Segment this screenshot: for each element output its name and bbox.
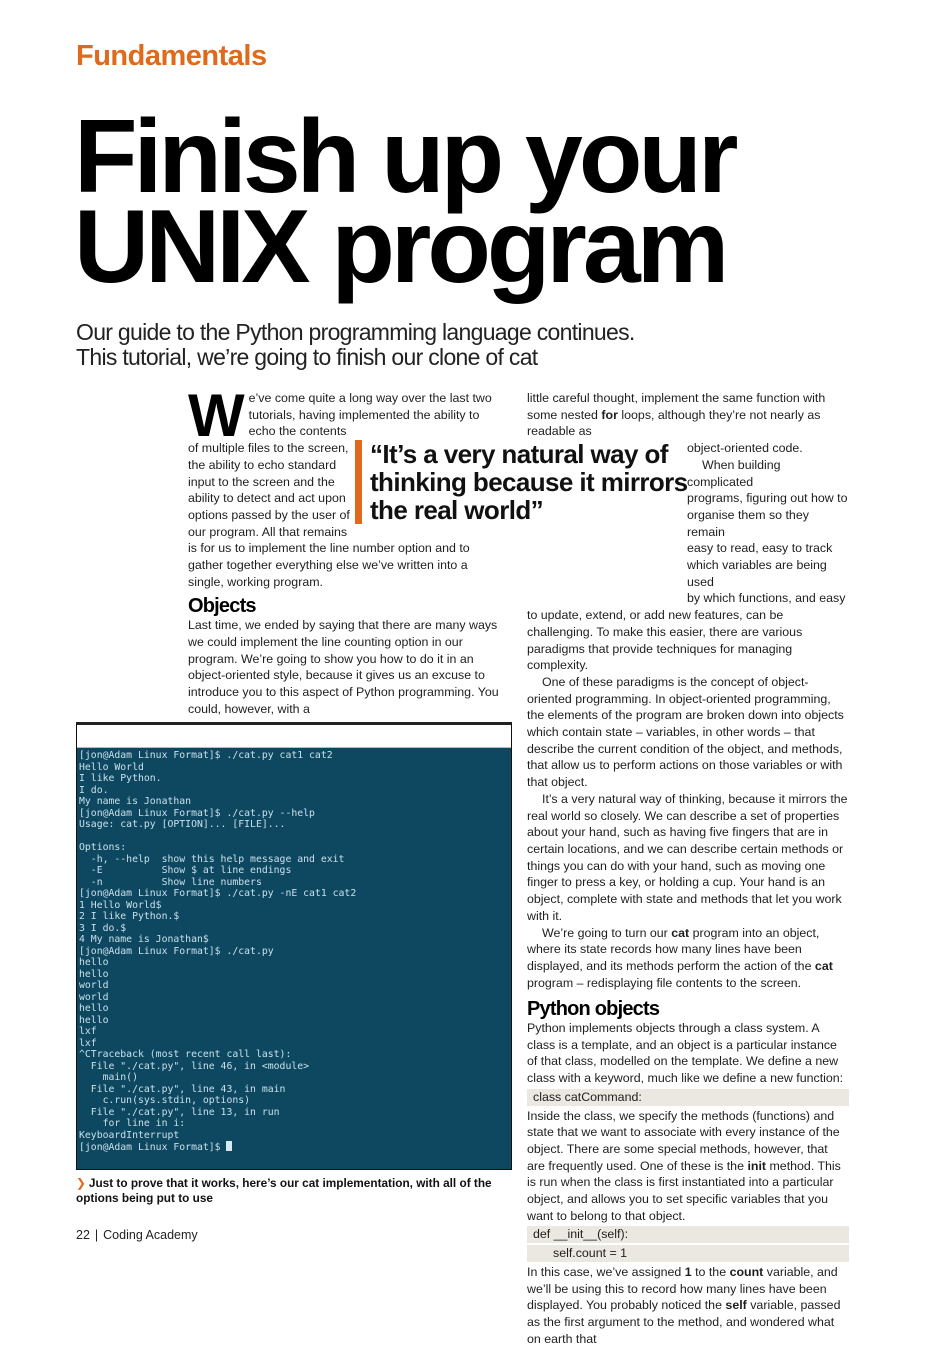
text-run: implementation, with all of the options being put to use (76, 1176, 492, 1205)
intro-line: input to the screen and the (188, 474, 335, 489)
intro-line: single, working program. (188, 574, 323, 589)
code-term: init (747, 1158, 767, 1173)
publication-name: Coding Academy (103, 1228, 198, 1242)
intro-line: options passed by the user of (188, 507, 350, 522)
paradigm-paragraph: to update, extend, or add new features, can be challenging. To make this easier, there are various paradigms that provide techniques for managing complexity. (527, 608, 803, 673)
wrap-line: When building complicated (687, 457, 781, 489)
text-run: loops, although they’re not nearly as readable as (527, 407, 821, 439)
right-column (527, 390, 849, 1347)
page-footer (76, 1228, 198, 1242)
quote-wrap-lines (687, 440, 849, 607)
right-intro-paragraph (527, 390, 849, 440)
text-run: Inside the class, we specify the methods (functions) and state that we want to associate with every instance of the object. There are some special methods, however, that are frequently used. One of these is the (527, 1108, 840, 1173)
title-line-1: Finish up your (74, 99, 735, 215)
section-label: Fundamentals (76, 40, 267, 72)
caption-arrow-icon: ❯ (76, 1176, 86, 1190)
intro-line: the ability to echo standard (188, 457, 337, 472)
code-line-class: class catCommand: (527, 1089, 849, 1106)
text-run: program – redisplaying file contents to the screen. (527, 975, 802, 990)
text-run: method. This is run when the class is first instantiated into a particular object, and allows you to set specific variables that you want to belong to that object. (527, 1158, 841, 1223)
wrap-line: by which functions, and easy (687, 591, 846, 606)
intro-line: e’ve come quite a long way over the last two (248, 391, 492, 405)
text-run: We’re going to turn our (542, 925, 668, 940)
code-term: cat (671, 925, 690, 940)
cursor-block (226, 1141, 232, 1151)
code-line-assign: self.count = 1 (527, 1245, 849, 1262)
text-run: Just to prove that it works, here’s our (88, 1176, 299, 1190)
code-term: cat (814, 958, 833, 973)
intro-line: is for us to implement the line number option and to (188, 541, 470, 556)
wrap-line: which variables are being used (687, 558, 827, 589)
text-run: little careful thought, implement the same function with some nested (527, 391, 826, 422)
article-standfirst (76, 320, 635, 370)
terminal-screenshot (76, 722, 512, 1170)
terminal-text: [jon@Adam Linux Format]$ ./cat.py cat1 cat2 Hello World I like Python. I do. My name is Jonathan [jon@Adam Linux Format]$ ./cat.py --help Usage: cat.py [OPTION]... [FILE]... Options: -h, --help show this help message and exit -E Show $ at line endings -n Show line numbers [jon@Adam Linux Format]$ ./cat.py -nE cat1 cat2 1 Hello World$ 2 I like Python.$ 3 I do.$ 4 My name is Jonathan$ [jon@Adam Linux Format]$ ./cat.py hello hello world world hello hello lxf lxf ^CTraceback (most recent call last): File "./cat.py", line 46, in <module> main() File "./cat.py", line 43, in main c.run(sys.stdin, options) File "./cat.py", line 13, in run for line in i: KeyboardInterrupt [jon@Adam Linux Format]$ (79, 750, 357, 1153)
intro-line: gather together everything else we’ve written into a (188, 558, 468, 573)
hand-paragraph: It’s a very natural way of thinking, because it mirrors the real world so closely. We can describe a set of properties about your hand, such as having five fingers that are in certain locations, and we can describe certain methods or things you can do with your hand, such as moving one finger to press a key, or holding a cup. Your hand is an object, complete with state and methods that let you work with it. (527, 791, 848, 923)
title-line-2: UNIX program (74, 189, 726, 305)
drop-cap: W (188, 382, 245, 449)
text-run: to the (695, 1264, 727, 1279)
init-paragraph (527, 1108, 849, 1225)
wrap-line: organise them so they remain (687, 507, 809, 539)
pull-quote: “It’s a very natural way of thinking because it mirrors the real world” (355, 440, 700, 524)
code-term: 1 (684, 1264, 692, 1279)
text-run: variable, passed as the first argument to the method, and wondered what on earth that (527, 1298, 841, 1346)
code-line-def: def __init__(self): (527, 1226, 849, 1243)
figure-caption (76, 1176, 496, 1206)
standfirst-line-1: Our guide to the Python programming language continues. (76, 319, 635, 345)
class-paragraph: Python implements objects through a class system. A class is a template, and an object is a particular instance of that class, modelled on the template. We define a new class with a keyword, much like we define a new function: (527, 1021, 844, 1086)
python-objects-heading: Python objects (527, 998, 660, 1021)
objects-heading: Objects (188, 595, 256, 618)
oop-paragraph: One of these paradigms is the concept of object-oriented programming. In object-oriented programming, the elements of the program are broken down into objects which contain state – variables, in other words – that describe the current condition of the object, and methods, that allow us to perform actions on those variables or with that object. (527, 674, 844, 790)
intro-line: echo the contents (248, 424, 347, 439)
wrap-line: programs, figuring out how to (687, 491, 848, 506)
wrap-line: object-oriented code. (687, 441, 803, 456)
article-title (74, 99, 735, 305)
count-paragraph (527, 1264, 849, 1347)
intro-line: our program. All that remains (188, 524, 348, 539)
page-number: 22 (76, 1228, 90, 1242)
text-run: variable, and we’ll be using this to record how many lines have been displayed. You probably noticed the (527, 1264, 838, 1313)
code-term: self (725, 1298, 747, 1313)
text-run: In this case, we’ve assigned (527, 1264, 682, 1279)
wrap-line: easy to read, easy to track (687, 541, 833, 556)
text-run: program into an object, where its state records how many lines have been displayed, and its methods perform the action of the (527, 925, 820, 973)
intro-line: tutorials, having implemented the ability to (248, 407, 480, 422)
code-term: for (601, 407, 618, 422)
intro-line: ability to detect and act upon (188, 491, 346, 506)
code-term: cat (302, 1176, 320, 1190)
intro-line: of multiple files to the screen, (188, 441, 349, 456)
cat-object-paragraph (527, 925, 849, 992)
footer-separator: | (94, 1228, 99, 1242)
objects-paragraph: Last time, we ended by saying that there are many ways we could implement the line counting option in our program. We’re going to show you how to do it in an object-oriented style, because it gives us an excuse to introduce you to this aspect of Python programming. You could, however, with a (188, 618, 499, 716)
terminal-title-bar (77, 725, 511, 748)
standfirst-line-2: This tutorial, we’re going to finish our clone of cat (76, 344, 538, 370)
code-term: count (729, 1264, 764, 1279)
terminal-output (77, 748, 511, 1156)
